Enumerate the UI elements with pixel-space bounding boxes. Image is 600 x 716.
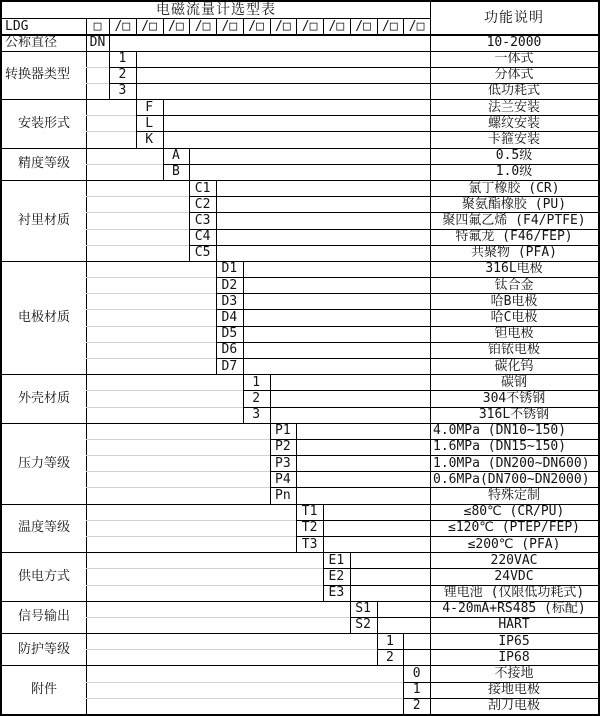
grid-line [86, 568, 323, 569]
option-desc-cell: IP68 [498, 649, 530, 665]
option-code-cell: Pn [275, 488, 291, 504]
option-code-cell: 2 [252, 390, 261, 406]
option-desc-cell: 法兰安装 [487, 99, 540, 115]
option-desc-cell: 一体式 [494, 51, 534, 67]
option-desc-cell: HART [498, 617, 530, 633]
grid-line [86, 698, 403, 699]
option-code-cell: L [145, 115, 154, 131]
grid-line [86, 229, 189, 230]
option-desc-cell: 1.6MPa (DN15~150) [433, 439, 567, 455]
page-title: 电磁流量计选型表 [156, 2, 276, 19]
option-code-cell: 1 [118, 51, 127, 67]
option-code-cell: P4 [275, 471, 291, 487]
option-desc-cell: 接地电极 [487, 682, 540, 698]
option-code-cell: C2 [194, 196, 211, 212]
section-label: 外壳材质 [17, 390, 70, 406]
grid-line [270, 18, 271, 34]
model-slot-box: □ [93, 18, 102, 34]
section-label: 温度等级 [17, 520, 70, 536]
option-desc-cell: 特氟龙 (F46/FEP) [455, 229, 573, 245]
option-desc-cell: ≤200℃ (PFA) [467, 536, 561, 552]
option-code-cell: 2 [118, 67, 127, 83]
section-label: 供电方式 [17, 568, 70, 584]
option-code-cell: 3 [118, 83, 127, 99]
model-slot-box: /□ [141, 18, 157, 34]
option-code-cell: D2 [221, 277, 238, 293]
grid-line [86, 293, 216, 294]
option-desc-cell: 316L不锈钢 [478, 407, 550, 423]
option-code-cell: D1 [221, 261, 238, 277]
grid-line [86, 164, 163, 165]
option-code-cell: E2 [328, 568, 345, 584]
section-label: 压力等级 [17, 455, 70, 471]
option-desc-cell: ≤120℃ (PTEP/FEP) [448, 520, 580, 536]
option-desc-cell: IP65 [498, 633, 530, 649]
grid-line [323, 18, 324, 34]
option-desc-cell: 316L电极 [485, 261, 543, 277]
option-code-cell: C5 [194, 245, 211, 261]
option-code-cell: T3 [301, 536, 318, 552]
option-desc-cell: ≤80℃ (CR/PU) [463, 504, 565, 520]
grid-line [189, 18, 190, 34]
option-code-cell: D3 [221, 293, 238, 309]
model-slot-box: /□ [382, 18, 398, 34]
grid-line [86, 245, 189, 246]
grid-line [86, 682, 403, 683]
option-code-cell: S2 [355, 617, 371, 633]
option-desc-cell: 10-2000 [486, 34, 542, 50]
option-desc-cell: 4-20mA+RS485 (标配) [442, 601, 586, 617]
option-desc-cell: 卡箍安装 [487, 132, 540, 148]
option-desc-cell: 铂铱电极 [487, 342, 540, 358]
grid-line [243, 18, 244, 34]
option-desc-cell: 24VDC [494, 568, 534, 584]
option-desc-cell: 钛合金 [494, 277, 534, 293]
model-slot-box: /□ [221, 18, 238, 34]
option-code-cell: P2 [275, 439, 291, 455]
grid-line [86, 649, 377, 650]
grid-line [109, 18, 110, 34]
option-code-cell: DN [89, 34, 106, 50]
grid-line [270, 374, 271, 423]
grid-line [86, 309, 216, 310]
grid-line [350, 552, 351, 601]
option-code-cell: 1 [252, 374, 261, 390]
grid-line [136, 18, 137, 34]
option-desc-cell: 哈C电极 [490, 310, 538, 326]
grid-line [109, 34, 110, 50]
model-slot-box: /□ [355, 18, 371, 34]
grid-line [86, 342, 216, 343]
grid-line [86, 536, 296, 537]
option-code-cell: 3 [252, 407, 261, 423]
option-desc-cell: 0.5级 [495, 148, 533, 164]
option-desc-cell: 220VAC [490, 552, 538, 568]
grid-line [377, 18, 378, 34]
grid-line [86, 18, 87, 714]
option-desc-cell: 聚四氟乙烯 (F4/PTFE) [442, 212, 586, 228]
model-slot-box: /□ [194, 18, 211, 34]
option-desc-cell: 共聚物 (PFA) [471, 245, 557, 261]
option-desc-cell: 锂电池 (仅限低功耗式) [443, 585, 585, 601]
grid-line [136, 51, 137, 100]
grid-line [86, 390, 243, 391]
model-slot-box: /□ [275, 18, 291, 34]
grid-line [216, 180, 217, 261]
model-slot-box: /□ [114, 18, 131, 34]
grid-line [86, 212, 189, 213]
grid-line [216, 18, 217, 34]
grid-line [350, 18, 351, 34]
section-label: 转换器类型 [5, 67, 71, 83]
option-code-cell: F [145, 99, 154, 115]
option-desc-cell: 哈B电极 [490, 293, 538, 309]
option-code-cell: E1 [328, 552, 345, 568]
option-code-cell: 0 [412, 666, 421, 682]
option-code-cell: A [171, 148, 180, 164]
option-desc-cell: 特殊定制 [487, 488, 540, 504]
option-code-cell: 2 [412, 698, 421, 714]
option-desc-cell: 不接地 [494, 666, 534, 682]
option-code-cell: 2 [385, 649, 394, 665]
grid-line [86, 439, 270, 440]
section-label: 安装形式 [17, 115, 70, 131]
grid-line [86, 520, 296, 521]
option-desc-cell: 分体式 [494, 67, 534, 83]
grid-line [86, 83, 109, 84]
grid-line [296, 423, 297, 504]
option-desc-cell: 304不锈钢 [482, 390, 546, 406]
model-slot-box: /□ [301, 18, 318, 34]
option-desc-cell: 1.0MPa (DN200~DN600) [433, 455, 590, 471]
grid-line [323, 504, 324, 553]
grid-line [86, 277, 216, 278]
grid-line [163, 99, 164, 148]
option-code-cell: 1 [412, 682, 421, 698]
option-code-cell: P3 [275, 455, 291, 471]
option-code-cell: D5 [221, 326, 238, 342]
option-desc-cell: 1.0级 [495, 164, 533, 180]
option-code-cell: T2 [301, 520, 318, 536]
option-desc-cell: 刮刀电极 [487, 698, 540, 714]
section-label: 电极材质 [17, 310, 70, 326]
option-code-cell: D4 [221, 310, 238, 326]
grid-line [86, 487, 270, 488]
option-code-cell: D6 [221, 342, 238, 358]
model-slot-box: /□ [328, 18, 345, 34]
option-desc-cell: 0.6MPa(DN700~DN2000) [433, 471, 590, 487]
grid-line [163, 18, 164, 34]
section-label: 防护等级 [17, 641, 70, 657]
option-code-cell: T1 [301, 504, 318, 520]
option-code-cell: S1 [355, 601, 371, 617]
section-label: 精度等级 [17, 156, 70, 172]
option-desc-cell: 钽电极 [494, 326, 534, 342]
grid-line [86, 67, 109, 68]
grid-line [403, 18, 404, 34]
option-desc-cell: 氯丁橡胶 (CR) [468, 180, 560, 196]
option-desc-cell: 低功耗式 [487, 83, 540, 99]
option-code-cell: K [145, 132, 154, 148]
option-code-cell: E3 [328, 585, 345, 601]
grid-line [86, 196, 189, 197]
option-code-cell: D7 [221, 358, 238, 374]
function-column-header: 功能说明 [484, 10, 544, 27]
model-slot-box: /□ [248, 18, 264, 34]
grid-line [86, 115, 136, 116]
section-label: 公称直径 [5, 34, 58, 50]
grid-line [86, 131, 136, 132]
option-code-cell: P1 [275, 423, 291, 439]
grid-line [86, 358, 216, 359]
section-label: 附件 [30, 682, 57, 698]
option-desc-cell: 4.0MPa (DN10~150) [433, 423, 567, 439]
grid-line [86, 471, 270, 472]
option-desc-cell: 碳钢 [500, 374, 527, 390]
option-code-cell: C3 [194, 212, 211, 228]
option-desc-cell: 螺纹安装 [487, 115, 540, 131]
grid-line [86, 617, 350, 618]
option-code-cell: 1 [385, 633, 394, 649]
option-code-cell: B [171, 164, 180, 180]
grid-line [86, 455, 270, 456]
option-code-cell: C4 [194, 229, 211, 245]
model-slot-box: /□ [408, 18, 425, 34]
option-desc-cell: 聚氨酯橡胶 (PU) [461, 196, 567, 212]
grid-line [86, 585, 323, 586]
option-code-cell: C1 [194, 180, 211, 196]
section-label: 信号输出 [17, 609, 70, 625]
model-slot-box: /□ [168, 18, 184, 34]
option-desc-cell: 碳化钨 [494, 358, 534, 374]
model-prefix: LDG [5, 18, 29, 34]
grid-line [86, 326, 216, 327]
section-label: 衬里材质 [17, 212, 70, 228]
grid-line [296, 18, 297, 34]
grid-line [86, 407, 243, 408]
